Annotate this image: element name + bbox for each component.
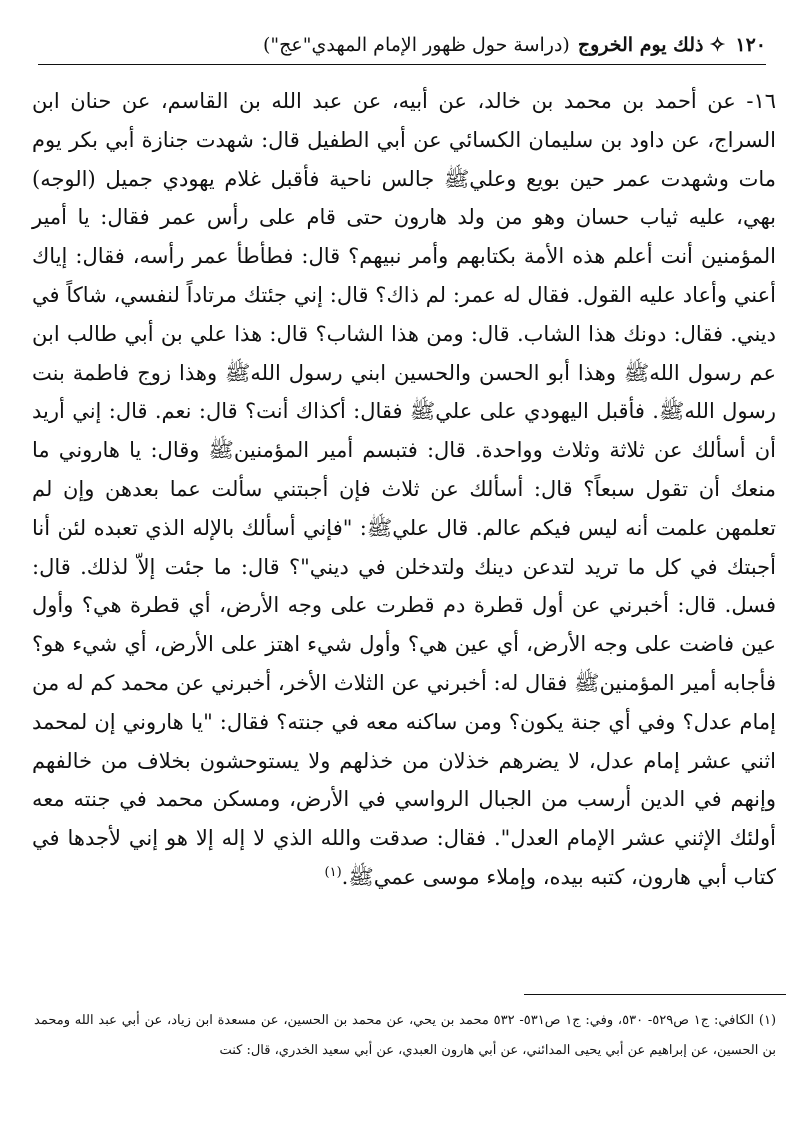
paragraph-text: ١٦- عن أحمد بن محمد بن خالد، عن أبيه، عن عبد الله بن القاسم، عن حنان ابن السراج، عن داود بن سليمان الكسائي عن أبي الطفيل قال: شهدت جنازة أبي بكر يوم مات وشهدت عمر حين بويع وعليﷺ جالس ناحية فأقبل غلام يهودي جميل (الوجه) بهي، عليه ثياب حسان وهو من ولد هارون حتى قام على رأس عمر فقال: يا أمير المؤمنين أنت أعلم هذه الأمة بكتابهم وأمر نبيهم؟ قال: فطأطأ عمر رأسه، فقال: إياك أعني وأعاد عليه القول. فقال له عمر: لم ذاك؟ قال: إني جئتك مرتاداً لنفسي، شاكاً في ديني. فقال: دونك هذا الشاب. قال: ومن هذا الشاب؟ قال: هذا علي بن أبي طالب ابن عم رسول اللهﷺ وهذا أبو الحسن والحسين ابني رسول اللهﷺ وهذا زوج فاطمة بنت رسول اللهﷺ. فأقبل اليهودي على عليﷺ فقال: أكذاك أنت؟ قال: نعم. قال: إني أريد أن أسألك عن ثلاثة وثلاث وواحدة. قال: فتبسم أمير المؤمنينﷺ وقال: يا هاروني ما منعك أن تقول سبعاً؟ قال: أسألك عن ثلاث فإن أجبتني سألت عما بعدهن وإن لم تعلمهن علمت أنه ليس فيكم عالم. قال عليﷺ: "فإني أسألك بالإله الذي تعبده لئن أنا أجبتك في كل ما تريد لتدعن دينك ولتدخلن في ديني"؟ قال: ما جئت إلاّ لذلك. قال: فسل. قال: أخبرني عن أول قطرة دم قطرت على وجه الأرض، أي قطرة هي؟ وأول عين فاضت على وجه الأرض، أي عين هي؟ وأول شيء اهتز على الأرض، أي شيء هو؟ فأجابه أمير المؤمنينﷺ فقال له: أخبرني عن الثلاث الأخر، أخبرني عن محمد كم له من إمام عدل؟ وفي أي جنة يكون؟ ومن ساكنه معه في جنته؟ فقال: "يا هاروني إن لمحمد اثني عشر إمام عدل، لا يضرهم خذلان من خذلهم ولا يستوحشون بخلاف من خالفهم وإنهم في الدين أرسب من الجبال الرواسي في الأرض، ومسكن محمد في جنته معه أولئك الإثني عشر الإمام العدل". فقال: صدقت والله الذي لا إله إلا هو إني لأجدها في كتاب أبي هارون، كتبه بيده، وإملاء موسى عميﷺ. <box>32 89 776 889</box>
book-subtitle: (دراسة حول ظهور الإمام المهدي"عج") <box>263 34 570 56</box>
running-header <box>38 28 766 62</box>
main-text <box>32 82 776 897</box>
footnote-item: (١) الكافي: ج١ ص٥٢٩- ٥٣٠، وفي: ج١ ص٥٣١- ٥٣٢ محمد بن يحي، عن محمد بن الحسين، عن مسعدة ابن زياد، عن أبي عبد الله ومحمد بن الحسين، عن إبراهيم عن أبي يحيى المدائني، عن أبي هارون العبدي، عن أبي سعيد الخدري، قال: كنت <box>34 1013 777 1058</box>
footnotes <box>34 1006 776 1066</box>
footnote-reference: (١) <box>324 864 342 880</box>
paragraph <box>32 82 776 897</box>
book-title: ذلك يوم الخروج <box>577 34 704 56</box>
ornament-icon: ✧ <box>709 34 726 56</box>
page-number: ١٢٠ <box>735 34 766 56</box>
header-rule <box>38 64 766 65</box>
footnote-rule <box>524 994 786 995</box>
